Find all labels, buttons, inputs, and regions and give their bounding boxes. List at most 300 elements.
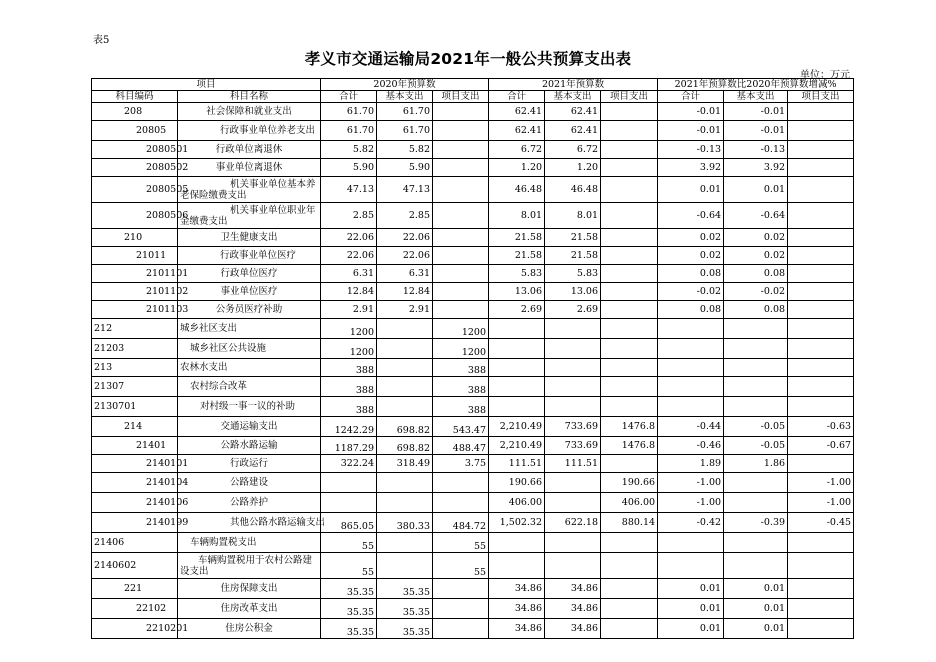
table-row (92, 437, 854, 455)
cell-value-f (601, 177, 658, 203)
cell-value-c: 55 (433, 553, 489, 579)
cell-value-c (433, 619, 489, 639)
cell-value-h: -0.01 (724, 103, 788, 121)
cell-value-c: 488.47 (433, 437, 489, 455)
cell-value-e (545, 339, 601, 359)
cell-value-c (433, 301, 489, 319)
table-row (92, 579, 854, 599)
cell-value-f (601, 599, 658, 619)
cell-value-b: 5.90 (377, 159, 433, 177)
cell-value-i (788, 177, 854, 203)
header-2021-total: 合计 (489, 91, 545, 103)
cell-value-h (724, 359, 788, 377)
cell-value-d: 2.69 (489, 301, 545, 319)
cell-value-d: 6.72 (489, 141, 545, 159)
cell-value-g: 0.01 (658, 599, 724, 619)
cell-value-f (601, 301, 658, 319)
cell-name: 事业单位离退休 (178, 159, 321, 177)
cell-value-f: 880.14 (601, 513, 658, 533)
table-row (92, 339, 854, 359)
cell-value-i: -1.00 (788, 473, 854, 493)
cell-value-c: 3.75 (433, 455, 489, 473)
cell-code: 21406 (92, 533, 178, 553)
cell-value-a: 6.31 (321, 265, 377, 283)
cell-name (178, 553, 321, 579)
cell-value-a: 388 (321, 359, 377, 377)
cell-value-d (489, 377, 545, 397)
cell-code: 22102 (92, 599, 178, 619)
cell-value-d: 62.41 (489, 121, 545, 141)
cell-name-text: 机关事业单位职业年金缴费支出 (180, 204, 316, 227)
cell-value-c (433, 177, 489, 203)
cell-value-a: 1200 (321, 319, 377, 339)
cell-value-e: 46.48 (545, 177, 601, 203)
cell-value-b: 35.35 (377, 579, 433, 599)
cell-value-i (788, 203, 854, 229)
cell-code: 2140104 (92, 473, 178, 493)
table-row (92, 513, 854, 533)
cell-value-b: 6.31 (377, 265, 433, 283)
cell-value-h (724, 473, 788, 493)
cell-value-c (433, 473, 489, 493)
cell-value-f (601, 579, 658, 599)
cell-value-c: 388 (433, 359, 489, 377)
cell-value-g (658, 377, 724, 397)
cell-value-h (724, 493, 788, 513)
cell-value-b: 12.84 (377, 283, 433, 301)
cell-code: 2140602 (92, 553, 178, 579)
cell-value-f (601, 265, 658, 283)
cell-code: 20805 (92, 121, 178, 141)
cell-code: 21011 (92, 247, 178, 265)
cell-value-i (788, 359, 854, 377)
header-2020-total: 合计 (321, 91, 377, 103)
cell-code: 2101103 (92, 301, 178, 319)
cell-value-g (658, 339, 724, 359)
cell-value-a: 35.35 (321, 579, 377, 599)
cell-code: 2080505 (92, 177, 178, 203)
cell-code: 2130701 (92, 397, 178, 417)
table-row (92, 359, 854, 377)
cell-value-f: 406.00 (601, 493, 658, 513)
cell-value-i (788, 579, 854, 599)
header-2021-proj: 项目支出 (601, 91, 658, 103)
cell-value-b (377, 359, 433, 377)
cell-value-g: 0.08 (658, 265, 724, 283)
cell-value-i (788, 283, 854, 301)
cell-value-a: 1242.29 (321, 417, 377, 437)
table-row (92, 177, 854, 203)
cell-value-i (788, 553, 854, 579)
cell-value-h: 0.01 (724, 579, 788, 599)
cell-value-e (545, 533, 601, 553)
cell-value-g: 0.01 (658, 579, 724, 599)
cell-value-h: 0.01 (724, 599, 788, 619)
cell-name: 行政事业单位养老支出 (178, 121, 321, 141)
cell-name: 交通运输支出 (178, 417, 321, 437)
cell-value-d: 1.20 (489, 159, 545, 177)
cell-value-d: 2,210.49 (489, 417, 545, 437)
cell-value-d: 34.86 (489, 579, 545, 599)
cell-value-a: 5.82 (321, 141, 377, 159)
cell-value-d: 111.51 (489, 455, 545, 473)
cell-value-i: -1.00 (788, 493, 854, 513)
cell-value-e: 733.69 (545, 417, 601, 437)
cell-value-i (788, 159, 854, 177)
cell-code: 208 (92, 103, 178, 121)
cell-value-i: -0.63 (788, 417, 854, 437)
header-diff-basic: 基本支出 (724, 91, 788, 103)
cell-value-h (724, 533, 788, 553)
cell-value-h: 1.86 (724, 455, 788, 473)
table-row (92, 103, 854, 121)
cell-value-b (377, 473, 433, 493)
table-row (92, 599, 854, 619)
cell-value-i (788, 247, 854, 265)
cell-value-d: 34.86 (489, 599, 545, 619)
cell-value-g (658, 319, 724, 339)
cell-value-b (377, 493, 433, 513)
cell-value-a: 61.70 (321, 121, 377, 141)
cell-code: 2101101 (92, 265, 178, 283)
cell-value-g: -1.00 (658, 493, 724, 513)
cell-value-d: 21.58 (489, 247, 545, 265)
cell-name: 公务员医疗补助 (178, 301, 321, 319)
table-body (92, 103, 854, 639)
cell-value-d (489, 319, 545, 339)
cell-value-f (601, 319, 658, 339)
table-row (92, 159, 854, 177)
cell-value-a: 55 (321, 553, 377, 579)
cell-value-f (601, 455, 658, 473)
cell-code: 2080501 (92, 141, 178, 159)
cell-name: 住房保障支出 (178, 579, 321, 599)
cell-value-g: -0.42 (658, 513, 724, 533)
cell-value-i (788, 455, 854, 473)
header-diff: 2021年预算数比2020年预算数增减% (658, 79, 854, 91)
cell-value-a: 388 (321, 377, 377, 397)
cell-name (178, 203, 321, 229)
cell-name: 事业单位医疗 (178, 283, 321, 301)
table-row (92, 319, 854, 339)
header-diff-proj: 项目支出 (788, 91, 854, 103)
cell-value-d: 13.06 (489, 283, 545, 301)
cell-value-b: 380.33 (377, 513, 433, 533)
cell-value-e: 34.86 (545, 599, 601, 619)
cell-code: 210 (92, 229, 178, 247)
cell-value-a: 1187.29 (321, 437, 377, 455)
cell-value-b: 698.82 (377, 417, 433, 437)
table-row (92, 141, 854, 159)
cell-value-b: 61.70 (377, 121, 433, 141)
cell-value-c (433, 203, 489, 229)
cell-value-h: 3.92 (724, 159, 788, 177)
cell-name: 行政单位医疗 (178, 265, 321, 283)
cell-value-d: 21.58 (489, 229, 545, 247)
table-row (92, 121, 854, 141)
cell-value-d: 190.66 (489, 473, 545, 493)
cell-value-i (788, 141, 854, 159)
cell-name: 对村级一事一议的补助 (178, 397, 321, 417)
table-row (92, 301, 854, 319)
table-row (92, 417, 854, 437)
cell-value-f (601, 247, 658, 265)
cell-name: 车辆购置税支出 (178, 533, 321, 553)
cell-value-h (724, 339, 788, 359)
cell-value-e: 111.51 (545, 455, 601, 473)
cell-value-f (601, 159, 658, 177)
header-code: 科目编码 (92, 91, 178, 103)
cell-value-e: 62.41 (545, 121, 601, 141)
cell-name (178, 177, 321, 203)
cell-code: 21307 (92, 377, 178, 397)
cell-value-f (601, 283, 658, 301)
cell-code: 2140199 (92, 513, 178, 533)
cell-value-h: -0.39 (724, 513, 788, 533)
cell-value-g: 0.01 (658, 177, 724, 203)
cell-value-b: 35.35 (377, 599, 433, 619)
cell-value-g: 3.92 (658, 159, 724, 177)
cell-value-i (788, 533, 854, 553)
cell-value-c (433, 121, 489, 141)
cell-value-b (377, 339, 433, 359)
cell-value-g (658, 553, 724, 579)
cell-value-e: 34.86 (545, 579, 601, 599)
cell-name: 公路建设 (178, 473, 321, 493)
cell-value-c (433, 283, 489, 301)
cell-value-g: -0.13 (658, 141, 724, 159)
table-row (92, 377, 854, 397)
cell-value-c (433, 265, 489, 283)
cell-value-b: 47.13 (377, 177, 433, 203)
cell-value-i: -0.67 (788, 437, 854, 455)
cell-value-g: -0.46 (658, 437, 724, 455)
cell-value-a: 22.06 (321, 247, 377, 265)
cell-value-h: -0.01 (724, 121, 788, 141)
cell-value-a: 1200 (321, 339, 377, 359)
cell-value-b (377, 553, 433, 579)
cell-value-f (601, 619, 658, 639)
cell-value-g: -0.01 (658, 103, 724, 121)
cell-value-f (601, 553, 658, 579)
cell-name: 卫生健康支出 (178, 229, 321, 247)
cell-value-h: 0.08 (724, 301, 788, 319)
cell-code: 21203 (92, 339, 178, 359)
cell-value-b: 22.06 (377, 229, 433, 247)
cell-value-i: -0.45 (788, 513, 854, 533)
cell-value-d (489, 533, 545, 553)
cell-value-e: 622.18 (545, 513, 601, 533)
cell-value-f (601, 377, 658, 397)
cell-code: 21401 (92, 437, 178, 455)
cell-value-a: 47.13 (321, 177, 377, 203)
cell-value-i (788, 103, 854, 121)
cell-value-b: 2.91 (377, 301, 433, 319)
header-diff-total: 合计 (658, 91, 724, 103)
cell-value-b: 5.82 (377, 141, 433, 159)
unit-label: 单位：万元 (800, 70, 850, 81)
cell-value-b: 698.82 (377, 437, 433, 455)
cell-value-f (601, 397, 658, 417)
table-row (92, 473, 854, 493)
cell-value-b (377, 533, 433, 553)
cell-value-i (788, 319, 854, 339)
cell-value-e: 62.41 (545, 103, 601, 121)
page-title: 孝义市交通运输局2021年一般公共预算支出表 (304, 50, 632, 68)
table-row (92, 203, 854, 229)
cell-value-d: 8.01 (489, 203, 545, 229)
cell-value-c: 543.47 (433, 417, 489, 437)
cell-value-i (788, 121, 854, 141)
cell-name: 住房公积金 (178, 619, 321, 639)
cell-value-f: 190.66 (601, 473, 658, 493)
cell-value-g: -1.00 (658, 473, 724, 493)
cell-value-e (545, 319, 601, 339)
cell-value-c (433, 599, 489, 619)
cell-name: 行政单位离退休 (178, 141, 321, 159)
header-2021-basic: 基本支出 (545, 91, 601, 103)
cell-name: 社会保障和就业支出 (178, 103, 321, 121)
cell-value-b (377, 397, 433, 417)
cell-value-i (788, 619, 854, 639)
cell-code: 2210201 (92, 619, 178, 639)
cell-value-i (788, 265, 854, 283)
table-row (92, 553, 854, 579)
cell-code: 212 (92, 319, 178, 339)
cell-value-b: 22.06 (377, 247, 433, 265)
cell-name: 其他公路水路运输支出 (178, 513, 321, 533)
cell-name: 公路水路运输 (178, 437, 321, 455)
cell-value-e (545, 397, 601, 417)
cell-value-e: 8.01 (545, 203, 601, 229)
cell-value-c (433, 493, 489, 513)
cell-value-a: 35.35 (321, 599, 377, 619)
cell-value-a: 865.05 (321, 513, 377, 533)
cell-value-b: 2.85 (377, 203, 433, 229)
cell-value-f (601, 121, 658, 141)
cell-value-c (433, 579, 489, 599)
cell-value-g: -0.44 (658, 417, 724, 437)
cell-value-a: 2.85 (321, 203, 377, 229)
cell-value-d (489, 397, 545, 417)
cell-value-e: 2.69 (545, 301, 601, 319)
cell-value-e: 733.69 (545, 437, 601, 455)
cell-value-b: 61.70 (377, 103, 433, 121)
cell-value-h: 0.08 (724, 265, 788, 283)
cell-name: 行政运行 (178, 455, 321, 473)
header-project: 项目 (92, 79, 321, 91)
cell-value-i (788, 339, 854, 359)
cell-name: 城乡社区公共设施 (178, 339, 321, 359)
cell-value-a: 388 (321, 397, 377, 417)
cell-name: 城乡社区支出 (178, 319, 321, 339)
cell-value-h (724, 319, 788, 339)
cell-value-d: 62.41 (489, 103, 545, 121)
cell-value-g: 0.01 (658, 619, 724, 639)
cell-name-text: 车辆购置税用于农村公路建设支出 (180, 554, 313, 577)
cell-name: 农林水支出 (178, 359, 321, 377)
cell-value-d: 34.86 (489, 619, 545, 639)
table-row (92, 265, 854, 283)
cell-code: 2080506 (92, 203, 178, 229)
cell-value-h: 0.02 (724, 229, 788, 247)
cell-name: 公路养护 (178, 493, 321, 513)
cell-value-e (545, 553, 601, 579)
cell-value-c: 55 (433, 533, 489, 553)
cell-value-e: 21.58 (545, 229, 601, 247)
cell-value-g: -0.02 (658, 283, 724, 301)
table-row (92, 247, 854, 265)
header-2020-basic: 基本支出 (377, 91, 433, 103)
cell-value-f (601, 229, 658, 247)
cell-value-g (658, 397, 724, 417)
cell-value-g: 0.08 (658, 301, 724, 319)
table-row (92, 493, 854, 513)
cell-value-i (788, 397, 854, 417)
cell-value-c (433, 229, 489, 247)
cell-value-d: 46.48 (489, 177, 545, 203)
cell-value-h: -0.05 (724, 417, 788, 437)
cell-code: 213 (92, 359, 178, 377)
cell-value-c (433, 141, 489, 159)
cell-code: 221 (92, 579, 178, 599)
cell-code: 2080502 (92, 159, 178, 177)
cell-value-e (545, 493, 601, 513)
cell-name: 农村综合改革 (178, 377, 321, 397)
cell-value-g: 1.89 (658, 455, 724, 473)
table-row (92, 533, 854, 553)
cell-value-e (545, 377, 601, 397)
cell-value-b (377, 319, 433, 339)
cell-value-a: 55 (321, 533, 377, 553)
cell-value-f (601, 533, 658, 553)
cell-value-f: 1476.8 (601, 417, 658, 437)
cell-value-e: 21.58 (545, 247, 601, 265)
cell-value-c (433, 159, 489, 177)
cell-value-d (489, 553, 545, 579)
cell-value-e: 5.83 (545, 265, 601, 283)
cell-code: 2140106 (92, 493, 178, 513)
cell-value-i (788, 229, 854, 247)
header-name: 科目名称 (178, 91, 321, 103)
cell-value-d: 2,210.49 (489, 437, 545, 455)
cell-value-a: 12.84 (321, 283, 377, 301)
cell-value-a: 61.70 (321, 103, 377, 121)
cell-value-f (601, 141, 658, 159)
cell-value-f (601, 103, 658, 121)
cell-value-c: 1200 (433, 319, 489, 339)
cell-value-g: -0.01 (658, 121, 724, 141)
cell-value-h: -0.64 (724, 203, 788, 229)
cell-value-d: 406.00 (489, 493, 545, 513)
cell-name: 住房改革支出 (178, 599, 321, 619)
cell-value-h (724, 377, 788, 397)
cell-value-c (433, 103, 489, 121)
cell-value-f: 1476.8 (601, 437, 658, 455)
cell-value-f (601, 203, 658, 229)
table-row (92, 455, 854, 473)
header-2021: 2021年预算数 (489, 79, 658, 91)
cell-value-a: 2.91 (321, 301, 377, 319)
cell-value-h: -0.13 (724, 141, 788, 159)
cell-value-e (545, 359, 601, 377)
table-row (92, 619, 854, 639)
cell-value-f (601, 359, 658, 377)
cell-value-e: 1.20 (545, 159, 601, 177)
cell-name-text: 机关事业单位基本养老保险缴费支出 (180, 178, 316, 201)
cell-value-g: -0.64 (658, 203, 724, 229)
cell-value-d: 5.83 (489, 265, 545, 283)
